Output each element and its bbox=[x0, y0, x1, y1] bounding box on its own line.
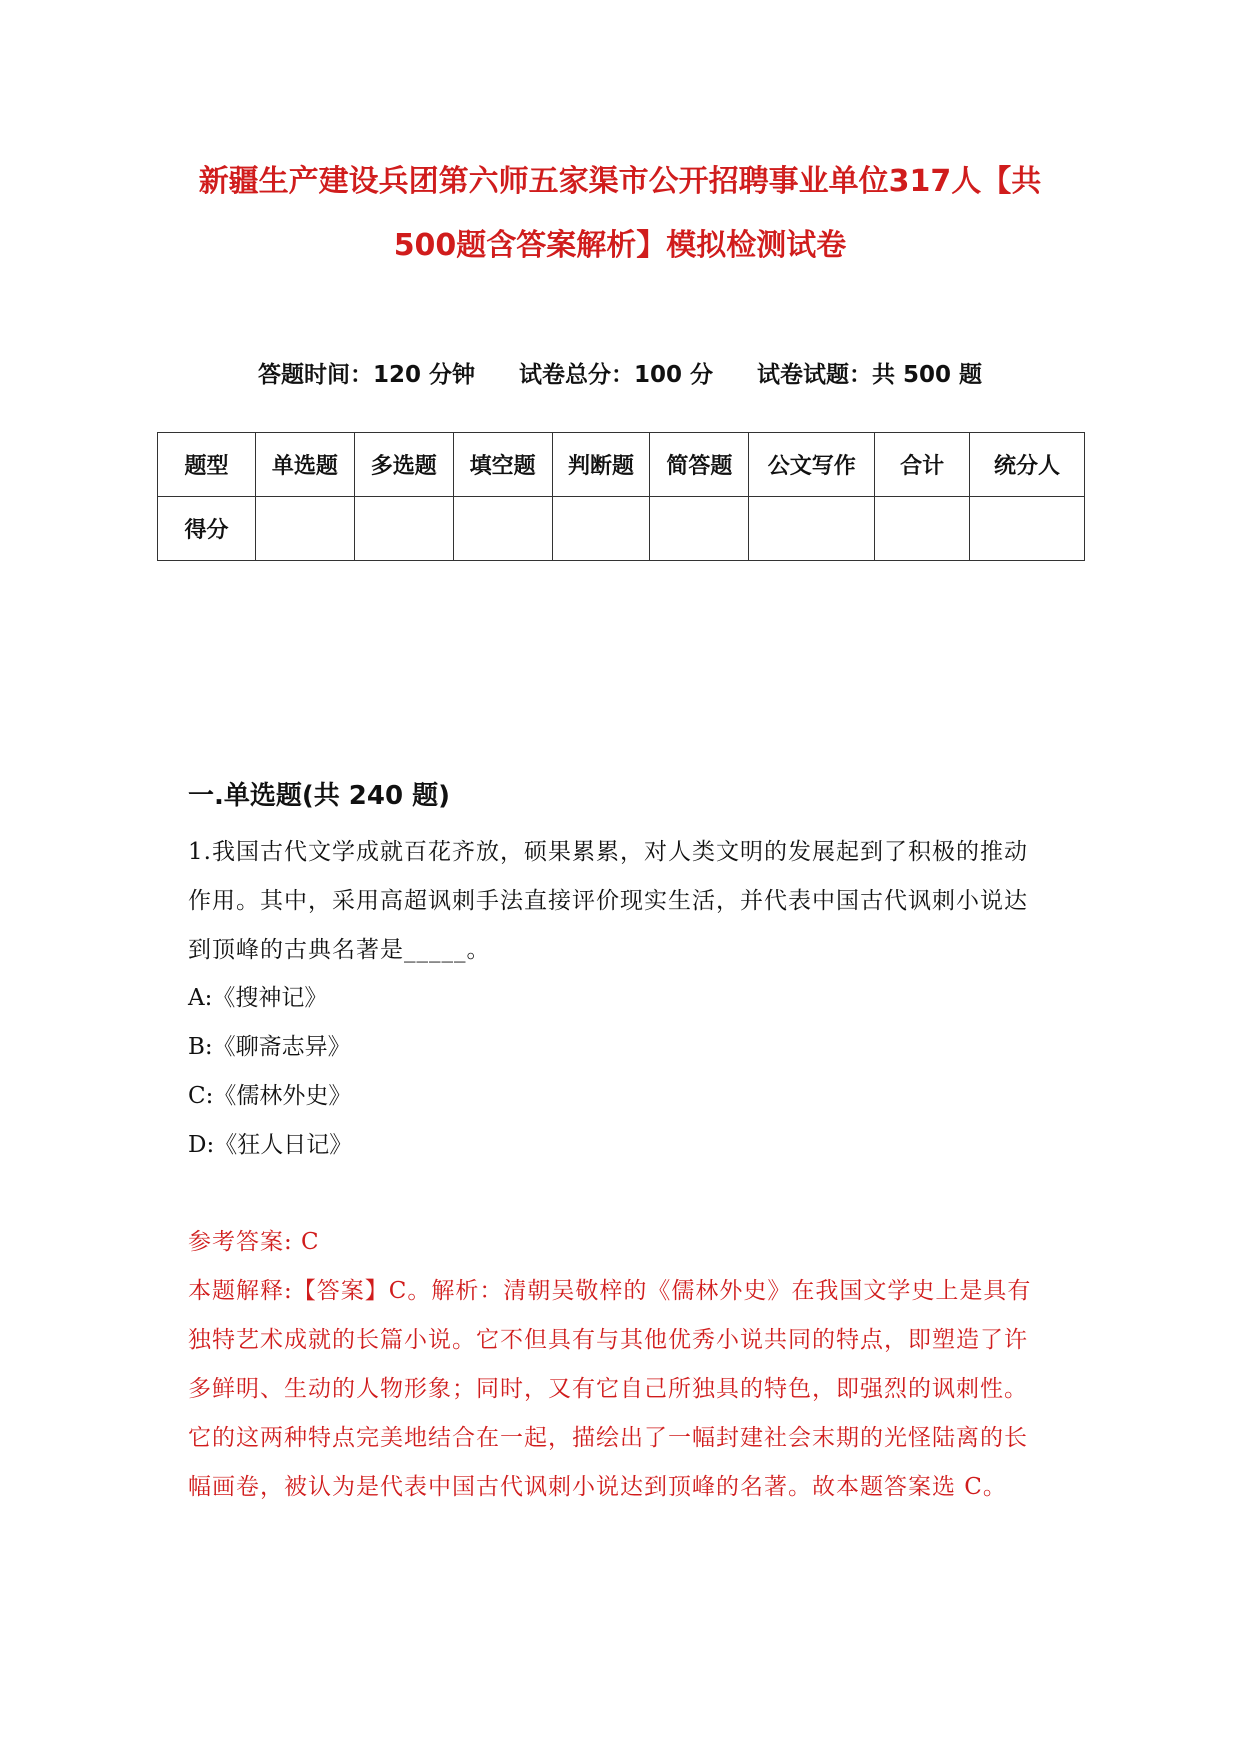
score-header-cell: 单选题 bbox=[255, 433, 354, 497]
score-cell bbox=[749, 497, 875, 561]
answer-explanation: 本题解释:【答案】C。解析：清朝吴敬梓的《儒林外史》在我国文学史上是具有独特艺术成就的长篇小说。它不但具有与其他优秀小说共同的特点，即塑造了许多鲜明、生动的人物形象；同时，又有它自己所独具的特色，即强烈的讽刺性。它的这两种特点完美地结合在一起，描绘出了一幅封建社会末期的光怪陆离的长幅画卷，被认为是代表中国古代讽刺小说达到顶峰的名著。故本题答案选 C。 bbox=[188, 1278, 1032, 1500]
score-table bbox=[157, 432, 1085, 561]
score-header-cell: 题型 bbox=[158, 433, 256, 497]
exam-time: 答题时间：120 分钟 bbox=[257, 362, 475, 388]
exam-total-score: 试卷总分：100 分 bbox=[518, 362, 714, 388]
score-cell bbox=[650, 497, 749, 561]
score-header-cell: 判断题 bbox=[552, 433, 650, 497]
score-table-header-row bbox=[158, 433, 1085, 497]
score-row-label: 得分 bbox=[158, 497, 256, 561]
option-a: A:《搜神记》 bbox=[188, 985, 328, 1011]
score-cell bbox=[552, 497, 650, 561]
option-d: D:《狂人日记》 bbox=[188, 1132, 353, 1158]
score-header-cell: 公文写作 bbox=[749, 433, 875, 497]
document-title bbox=[160, 150, 1080, 278]
score-cell bbox=[970, 497, 1085, 561]
option-list bbox=[188, 974, 352, 1170]
score-header-cell: 统分人 bbox=[970, 433, 1085, 497]
title-line-1: 新疆生产建设兵团第六师五家渠市公开招聘事业单位317人【共 bbox=[198, 164, 1042, 199]
title-line-2: 500题含答案解析】模拟检测试卷 bbox=[393, 228, 847, 263]
score-header-cell: 多选题 bbox=[354, 433, 453, 497]
score-cell bbox=[255, 497, 354, 561]
exam-meta bbox=[0, 356, 1240, 389]
exam-question-count: 试卷试题：共 500 题 bbox=[757, 362, 983, 388]
score-table-score-row bbox=[158, 497, 1085, 561]
score-header-cell: 填空题 bbox=[453, 433, 552, 497]
section-heading: 一.单选题(共 240 题) bbox=[188, 781, 451, 811]
score-cell bbox=[453, 497, 552, 561]
reference-answer: 参考答案: C bbox=[188, 1229, 320, 1255]
score-header-cell: 合计 bbox=[875, 433, 970, 497]
option-c: C:《儒林外史》 bbox=[188, 1083, 352, 1109]
score-header-cell: 简答题 bbox=[650, 433, 749, 497]
question-text: 1.我国古代文学成就百花齐放，硕果累累，对人类文明的发展起到了积极的推动作用。其中，采用高超讽刺手法直接评价现实生活，并代表中国古代讽刺小说达到顶峰的古典名著是_____。 bbox=[188, 839, 1028, 963]
score-cell bbox=[354, 497, 453, 561]
option-b: B:《聊斋志异》 bbox=[188, 1034, 351, 1060]
score-cell bbox=[875, 497, 970, 561]
answer-block bbox=[188, 1218, 1048, 1512]
